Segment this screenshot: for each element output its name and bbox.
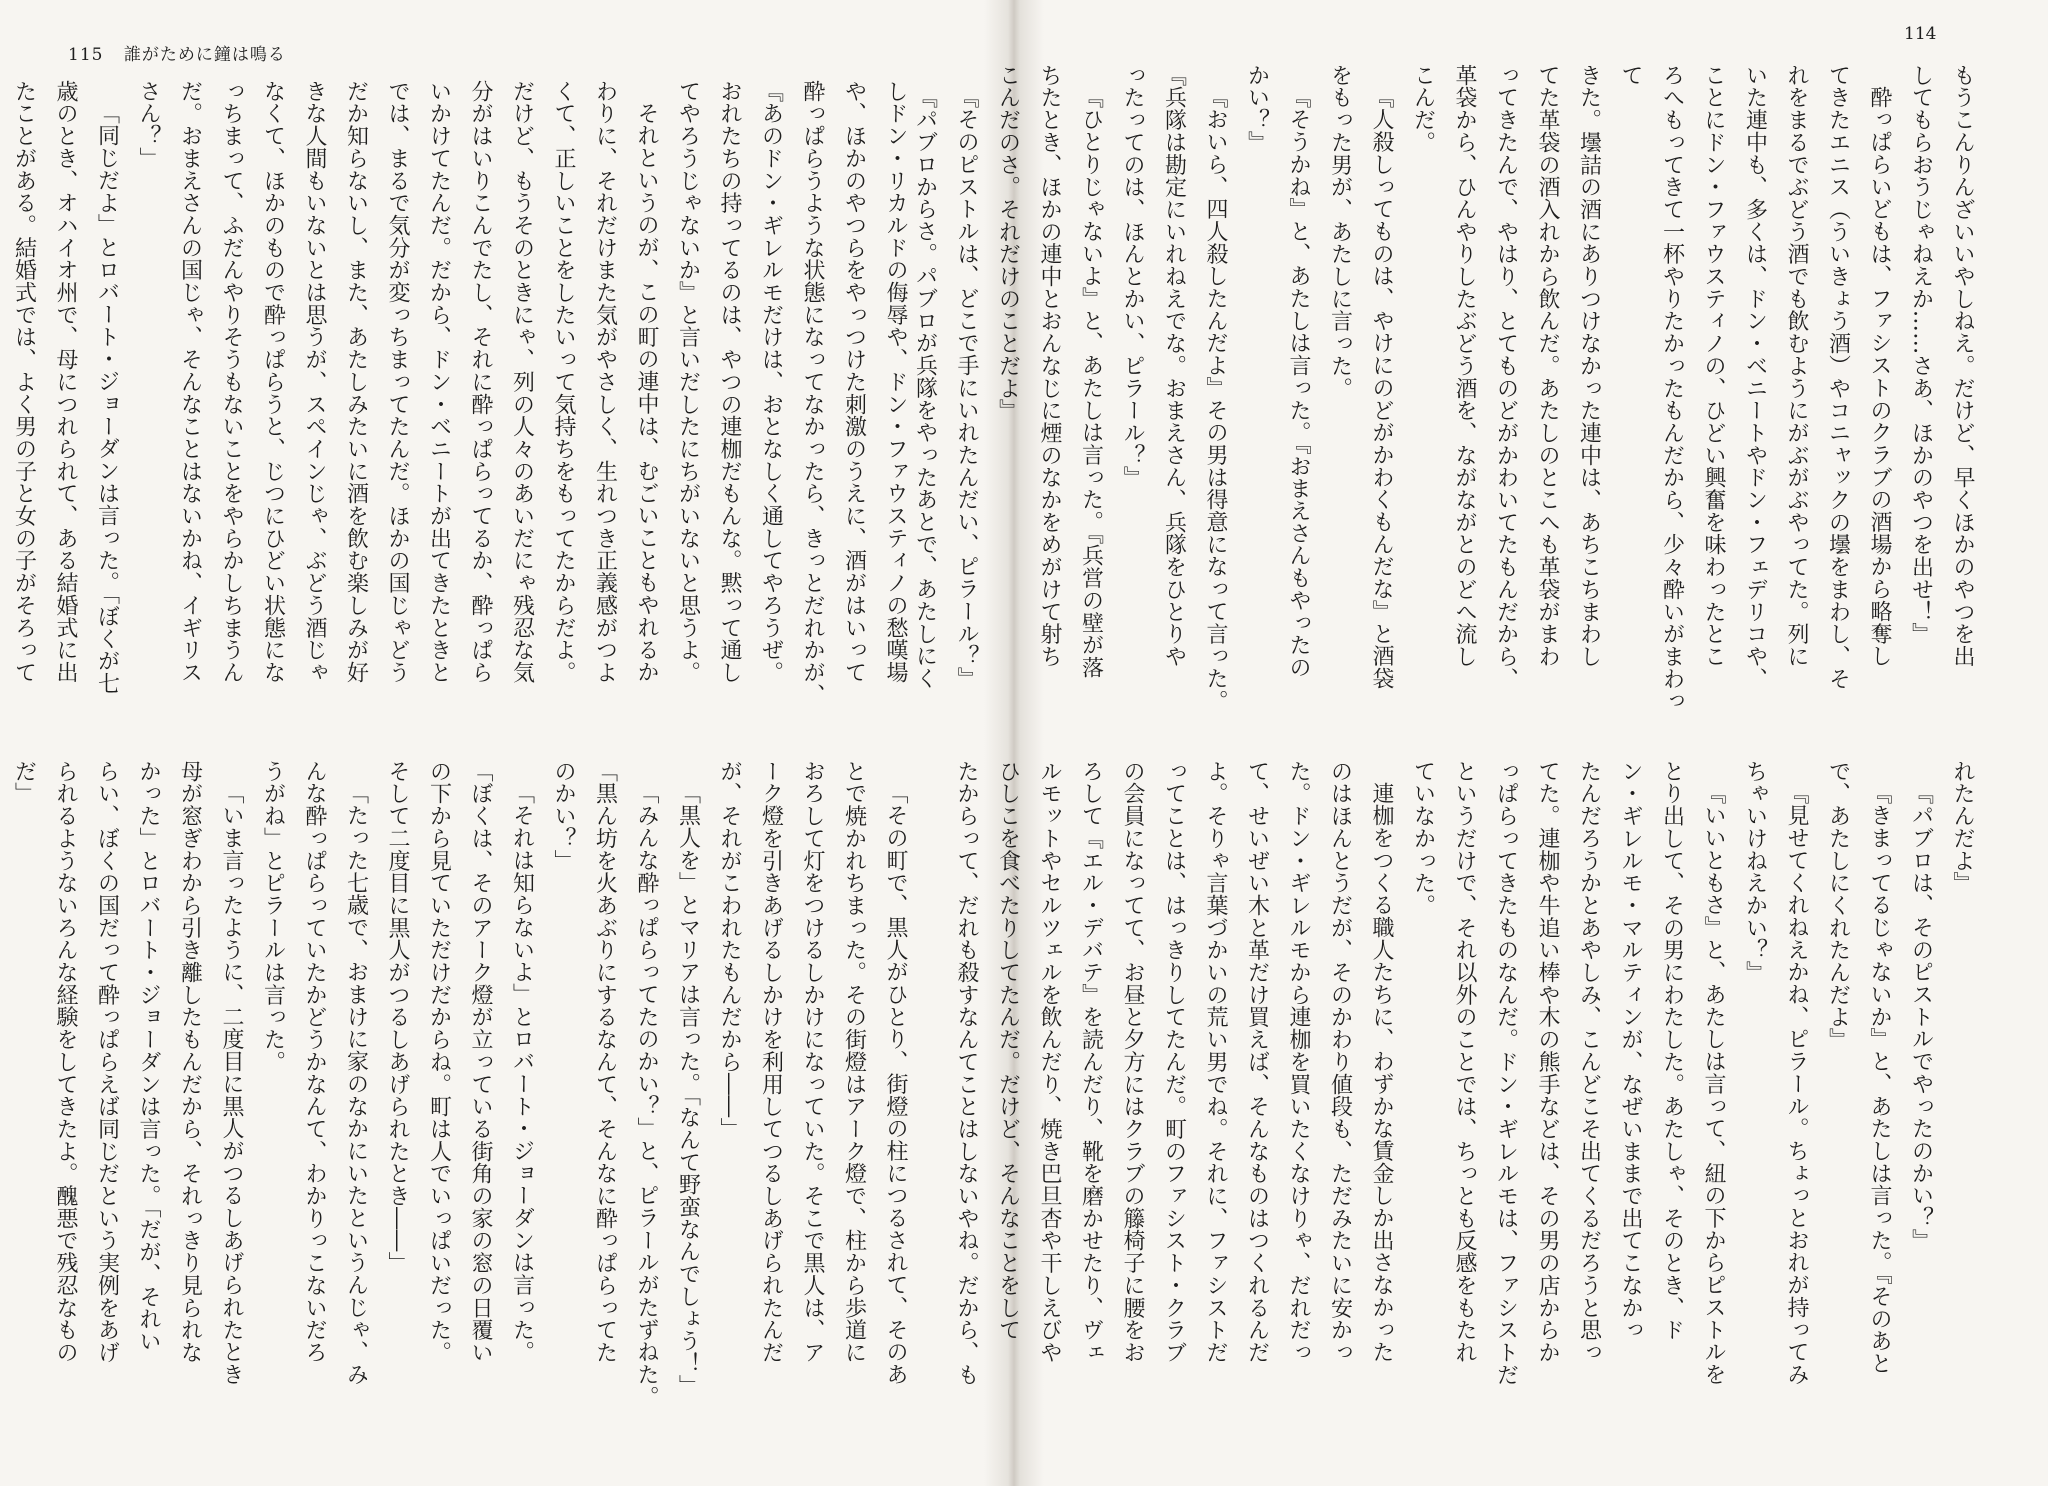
text-line: 『そうかね』と、あたしは言った。『おまえさんもやったの [1286, 86, 1311, 679]
text-line: 酔っぱらうような状態になってなかったら、きっとだれかが、 [800, 80, 825, 706]
text-line: 『きまってるじゃないか』と、あたしは言った。『そのあと [1867, 782, 1892, 1375]
text-line: きた。壜詰の酒にありつけなかった連中は、あちこちまわし [1576, 64, 1602, 668]
text-line: 『いいともさ』と、あたしは言って、紐の下からピストルを [1701, 782, 1726, 1386]
text-line: だけど、もうそのときにゃ、列の人々のあいだにゃ残忍な気 [509, 80, 535, 684]
text-line: 革袋から、ひんやりしたぶどう酒を、ながながとのどへ流し [1452, 64, 1477, 668]
text-line: しドン・リカルドの侮辱や、ドン・ファウスティノの愁嘆場 [883, 80, 908, 684]
text-line: んな酔っぱらっていたかどうかなんて、わかりっこないだろ [302, 760, 327, 1364]
text-line: てた革袋の酒入れから飲んだ。あたしのとこへも革袋がまわ [1535, 64, 1560, 668]
text-line: たからって、だれも殺すなんてことはしないやね。だから、も [954, 760, 979, 1386]
text-line: だ。おまえさんの国じゃ、そんなことはないかね、イギリス [177, 80, 203, 684]
left-top-text-block [11, 80, 916, 730]
text-line: ろへもってきて一杯やりたかったもんだから、少々酔いがまわって [1618, 64, 1685, 713]
text-line: おろして灯をつけるしかけになっていた。そこで黒人は、ア [800, 760, 825, 1364]
text-line: なくて、ほかのもので酔っぱらうと、じつにひどい状態にな [260, 80, 286, 684]
text-line: かった」とロバート・ジョーダンは言った。「だが、それい [136, 760, 161, 1353]
text-line: 『そのピストルは、どこで手にいれたんだい、ピラール？』 [954, 86, 979, 690]
text-line: 『ひとりじゃないよ』と、あたしは言った。『兵営の壁が落 [1078, 86, 1104, 679]
text-line: 歳のとき、オハイオ州で、母につれられて、ある結婚式に出 [53, 80, 78, 684]
text-line: 『パブロからさ。パブロが兵隊をやったあとで、あたしにく [912, 86, 938, 690]
text-line: もうこんりんざいいやしねえ。だけど、早くほかのやつを出 [1950, 64, 1975, 668]
text-line: ン・ギレルモ・マルティンが、なぜいままで出てこなかっ [1618, 760, 1643, 1342]
text-line: それというのが、この町の連中は、むごいこともやれるか [634, 102, 659, 684]
text-line: てやろうじゃないか』と言いだしたにちがいないと思うよ。 [675, 80, 701, 684]
text-line: さん？」 [136, 80, 161, 170]
text-line: 「いま言ったように、二度目に黒人がつるしあげられたとき [219, 782, 244, 1386]
text-line: や、ほかのやつらをやっつけた刺激のうえに、酒がはいって [841, 80, 867, 684]
text-line: 「たった七歳で、おまけに家のなかにいたというんじゃ、み [343, 782, 369, 1386]
left-bottom-text-block [11, 760, 916, 1440]
text-line: とで焼かれちまった。その街燈はアーク燈で、柱から歩道に [841, 760, 867, 1364]
right-bottom-text-block [954, 760, 1983, 1440]
text-line: 「ぼくは、そのアーク燈が立っている街角の家の窓の日覆い [468, 760, 493, 1364]
text-line: 連枷をつくる職人たちに、わずかな賃金しか出さなかった [1369, 782, 1394, 1364]
text-line: ちゃいけねえかい？』 [1742, 760, 1768, 984]
text-line: をもった男が、あたしに言った。 [1327, 64, 1353, 400]
text-line: っちまって、ふだんやりそうもないことをやらかしちまうん [219, 80, 244, 684]
running-title: 誰がために鐘は鳴る [123, 45, 286, 65]
text-line: ーク燈を引きあげるしかけを利用してつるしあげられたんだ [758, 760, 784, 1364]
text-line: いかけてたんだ。だから、ドン・ベニートが出てきたときと [426, 80, 452, 684]
text-line: というだけで、それ以外のことでは、ちっとも反感をもたれ [1452, 760, 1477, 1364]
text-line: 「黒人を」とマリアは言った。「なんて野蛮なんでしょう！」 [675, 782, 701, 1397]
text-line: ってきたんで、やはり、とてものどがかわいてたもんだから、 [1493, 64, 1519, 690]
text-line [0, 80, 3, 730]
text-line: の会員になってて、お昼と夕方にはクラブの籐椅子に腰をお [1120, 760, 1145, 1364]
text-line: ルモットやセルツェルを飲んだり、焼き巴旦杏や干しえびや [1037, 760, 1062, 1364]
text-line: きな人間もいないとは思うが、スペインじゃ、ぶどう酒じゃ [302, 80, 327, 684]
text-line: そして二度目に黒人がつるしあげられたとき――」 [385, 760, 410, 1275]
text-line: て、せいぜい木と革だけ買えば、そんなものはつくれるんだ [1244, 760, 1270, 1364]
text-line: 「みんな酔っぱらってたのかい？」と、ピラールがたずねた。 [634, 782, 659, 1408]
text-line: 『人殺しってものは、やけにのどがかわくもんだな』と酒袋 [1369, 86, 1394, 690]
text-line: れをまるでぶどう酒でも飲むようにがぶがぶやってた。列に [1784, 64, 1809, 668]
text-line: ろして『エル・デバテ』を読んだり、靴を磨かせたり、ヴェ [1078, 760, 1104, 1364]
text-line: 母が窓ぎわから引き離したもんだから、それっきり見られな [177, 760, 203, 1364]
text-line: 「その町で、黒人がひとり、街燈の柱につるされて、そのあ [883, 782, 908, 1386]
text-line: 「それは知らないよ」とロバート・ジョーダンは言った。 [509, 782, 535, 1364]
text-line: の下から見ていただけだからね。町は人でいっぱいだった。 [426, 760, 452, 1364]
text-line: だ」 [11, 760, 37, 805]
text-line: 『おいら、四人殺したんだよ』その男は得意になって言った。 [1203, 86, 1228, 712]
left-page-number: 115 [68, 45, 104, 65]
text-line: 『兵隊は勘定にいれねえでな。おまえさん、兵隊をひとりや [1161, 64, 1187, 668]
text-line: だか知らないし、また、あたしみたいに酒を飲む楽しみが好 [343, 80, 369, 684]
text-line: ことにドン・ファウスティノの、ひどい興奮を味わったとこ [1701, 64, 1726, 668]
text-line: おれたちの持ってるのは、やつの連枷だもんな。黙って通し [717, 80, 742, 684]
text-line: が、それがこわれたもんだから――」 [717, 760, 742, 1140]
text-line: してもらおうじゃねえか……さあ、ほかのやつを出せ！』 [1908, 64, 1934, 646]
text-line: 分がはいりこんでたし、それに酔っぱらってるか、酔っぱら [468, 80, 493, 684]
right-page-number: 114 [1904, 24, 1937, 44]
text-line: っぱらってきたものなんだ。ドン・ギレルモは、ファシストだ [1493, 760, 1519, 1386]
text-line: てた。連枷や牛追い棒や木の熊手などは、その男の店からか [1535, 760, 1560, 1364]
text-line: 「同じだよ」とロバート・ジョーダンは言った。「ぼくが七 [94, 102, 120, 695]
text-line: こんだのさ。それだけのことだよ』 [995, 64, 1021, 422]
text-line: たことがある。結婚式では、よく男の子と女の子がそろって [11, 80, 37, 684]
text-line: てきたエニス（ういきょう酒）やコニャックの壜をまわし、そ [1825, 64, 1851, 690]
text-line: ひしこを食べたりしてたんだ。だけど、そんなことをして [995, 760, 1021, 1342]
text-line: くて、正しいことをしたいって気持ちをもってたからだよ。 [551, 80, 576, 684]
text-line: ったってのは、ほんとかい、ピラール？』 [1120, 64, 1145, 489]
text-line: 『あのドン・ギレルモだけは、おとなしく通してやろうぜ。 [758, 80, 784, 684]
text-line: うがね」とピラールは言った。 [260, 760, 286, 1073]
text-line: のかい？」 [551, 760, 576, 872]
text-line: 『パブロは、そのピストルでやったのかい？』 [1908, 782, 1934, 1252]
text-line: 酔っぱらいどもは、ファシストのクラブの酒場から略奪し [1867, 86, 1892, 668]
text-line: のはほんとうだが、そのかわり値段も、ただみたいに安かっ [1327, 760, 1353, 1364]
text-line: わりに、それだけまた気がやさしく、生れつき正義感がつよ [592, 80, 618, 684]
text-line: らい、ぼくの国だって酔っぱらえば同じだという実例をあげ [94, 760, 120, 1364]
text-line: られるようないろんな経験をしてきたよ。醜悪で残忍なもの [53, 760, 78, 1364]
text-line: よ。そりゃ言葉づかいの荒い男でね。それに、ファシストだ [1203, 760, 1228, 1364]
text-line: とり出して、その男にわたした。あたしゃ、そのとき、ド [1659, 760, 1685, 1342]
text-line: こんだ。 [1410, 64, 1436, 154]
left-running-head [68, 40, 286, 65]
text-line: たんだろうかとあやしみ、こんどこそ出てくるだろうと思っ [1576, 760, 1602, 1364]
text-line [0, 760, 3, 1440]
text-line: た。ドン・ギレルモから連枷を買いたくなけりゃ、だれだっ [1286, 760, 1311, 1364]
text-line: で、あたしにくれたんだよ』 [1825, 760, 1851, 1051]
text-line: ちたとき、ほかの連中とおんなじに煙のなかをめがけて射ち [1037, 64, 1062, 668]
text-line: ってことは、はっきりしてたんだ。町のファシスト・クラブ [1161, 760, 1187, 1364]
right-top-text-block [912, 64, 1983, 734]
text-line: いた連中も、多くは、ドン・ベニートやドン・フェデリコや、 [1742, 64, 1768, 690]
text-line: ていなかった。 [1410, 760, 1436, 917]
text-line: 『見せてくれねえかね、ピラール。ちょっとおれが持ってみ [1784, 782, 1809, 1386]
text-line: 「黒ん坊を火あぶりにするなんて、そんなに酔っぱらってた [592, 760, 618, 1364]
text-line: れたんだよ』 [1950, 760, 1975, 895]
text-line: かい？』 [1244, 64, 1270, 154]
text-line: では、まるで気分が変っちまってたんだ。ほかの国じゃどう [385, 80, 410, 684]
